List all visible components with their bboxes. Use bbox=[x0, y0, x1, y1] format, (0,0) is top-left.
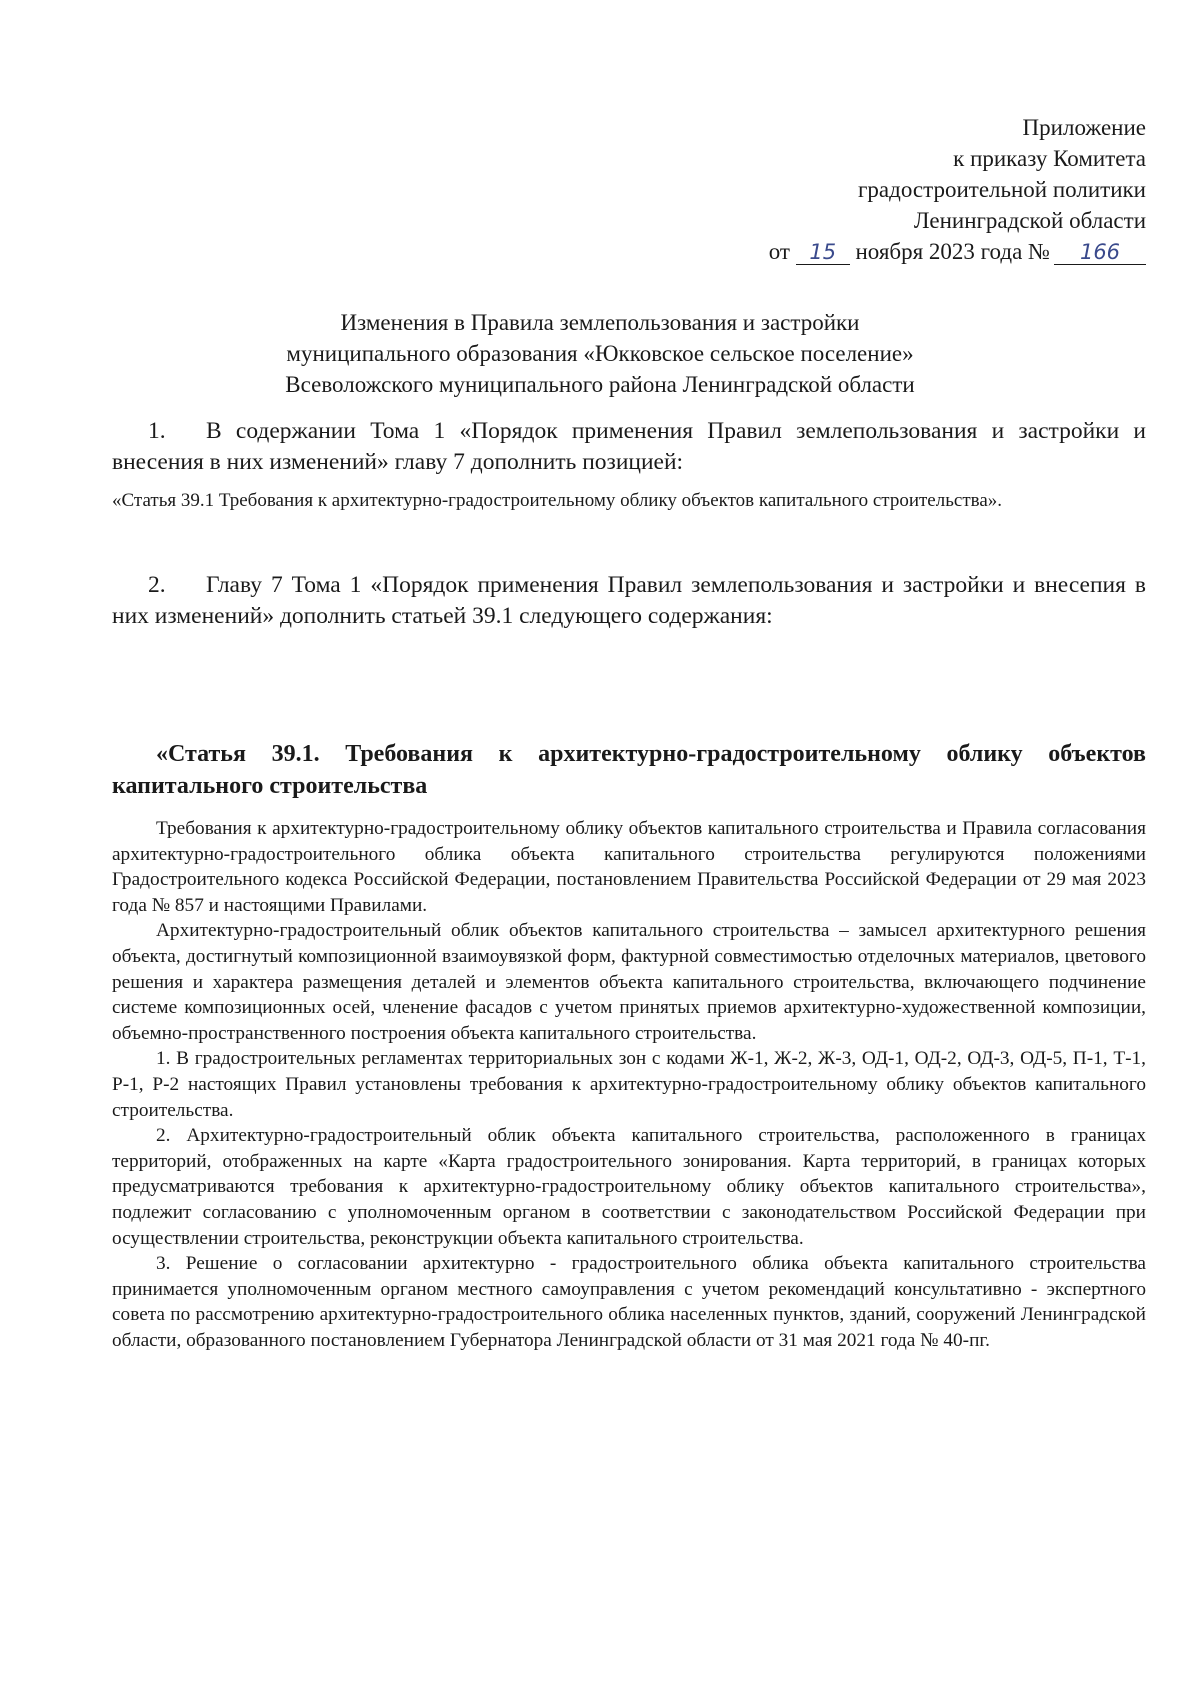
article-heading: «Статья 39.1. Требования к архитектурно-градостроительному облику объектов капитального строительства bbox=[112, 741, 1146, 799]
item-2-text: Главу 7 Тома 1 «Порядок применения Правил землепользования и застройки и внесепия в них изменений» дополнить статьей 39.1 следующего содержания: bbox=[112, 572, 1146, 629]
item-1-paragraph bbox=[112, 416, 1146, 478]
title-line-1: Изменения в Правила землепользования и застройки bbox=[340, 310, 860, 335]
header-line-1: Приложение bbox=[1022, 115, 1146, 140]
item-1-text: В содержании Тома 1 «Порядок применения Правил землепользования и застройки и внесения в них изменений» главу 7 дополнить позицией: bbox=[112, 418, 1146, 475]
article-paragraph: 2. Архитектурно-градостроительный облик объекта капитального строительства, расположенного в границах территорий, отображенных на карте «Карта градостроительного зонирования. Карта территорий, в границах которых предусматриваются требования к архитектурно-градостроительному облику объектов капитального строительства», подлежит согласованию с уполномоченным органом в соответствии с законодательством Российской Федерации при осуществлении строительства, реконструкции объекта капитального строительства. bbox=[112, 1125, 1146, 1249]
title-line-3: Всеволожского муниципального района Ленинградской области bbox=[285, 372, 915, 397]
title-line-2: муниципального образования «Юкковское сельское поселение» bbox=[286, 341, 914, 366]
item-1-quote: «Статья 39.1 Требования к архитектурно-градостроительному облику объектов капитального строительства». bbox=[112, 490, 1003, 511]
date-prefix: от bbox=[768, 239, 790, 264]
date-rest: ноября 2023 года № bbox=[855, 239, 1050, 264]
item-2-number: 2. bbox=[148, 572, 166, 598]
article-paragraph: 1. В градостроительных регламентах территориальных зон с кодами Ж-1, Ж-2, Ж-3, ОД-1, ОД-2, ОД-3, ОД-5, П-1, Т-1, Р-1, Р-2 настоящих Правил установлены требования к архитектурно-градостроительному облику объектов капитального строительства. bbox=[112, 1048, 1146, 1121]
header-date-line bbox=[769, 236, 1146, 267]
header-line-3: градостроительной политики bbox=[858, 177, 1146, 202]
date-day-handwritten: 15 bbox=[796, 240, 850, 265]
document-title bbox=[0, 307, 1200, 400]
header-line-2: к приказу Комитета bbox=[953, 146, 1146, 171]
article-paragraph: Архитектурно-градостроительный облик объектов капитального строительства – замысел архитектурного решения объекта, достигнутый композиционной взаимоувязкой форм, фактурной совместимостью отделочных материалов, цветового решения и характера размещения деталей и элементов объекта капитального строительства, включающего подчинение системе композиционных осей, членение фасадов с учетом принятых приемов архитектурно-художественной композиции, объемно-пространственного построения объекта капитального строительства. bbox=[112, 920, 1146, 1044]
item-1-number: 1. bbox=[148, 418, 166, 444]
appendix-header bbox=[769, 112, 1146, 267]
article-paragraph: Требования к архитектурно-градостроительному облику объектов капитального строительства и Правила согласования архитектурно-градостроительного облика объекта капитального строительства регулируются положениями Градостроительного кодекса Российской Федерации, постановлением Правительства Российской Федерации от 29 мая 2023 года № 857 и настоящими Правилами. bbox=[112, 818, 1146, 916]
article-body bbox=[112, 816, 1146, 1353]
item-2-paragraph bbox=[112, 570, 1146, 632]
header-line-4: Ленинградской области bbox=[913, 208, 1146, 233]
article-paragraph: 3. Решение о согласовании архитектурно - градостроительного облика объекта капитального строительства принимается уполномоченным органом местного самоуправления с учетом рекомендаций консультативно - экспертного совета по рассмотрению архитектурно-градостроительного облика населенных пунктов, зданий, сооружений Ленинградской области, образованного постановлением Губернатора Ленинградской области от 31 мая 2021 года № 40-пг. bbox=[112, 1253, 1146, 1351]
order-number-handwritten: 166 bbox=[1054, 240, 1146, 265]
